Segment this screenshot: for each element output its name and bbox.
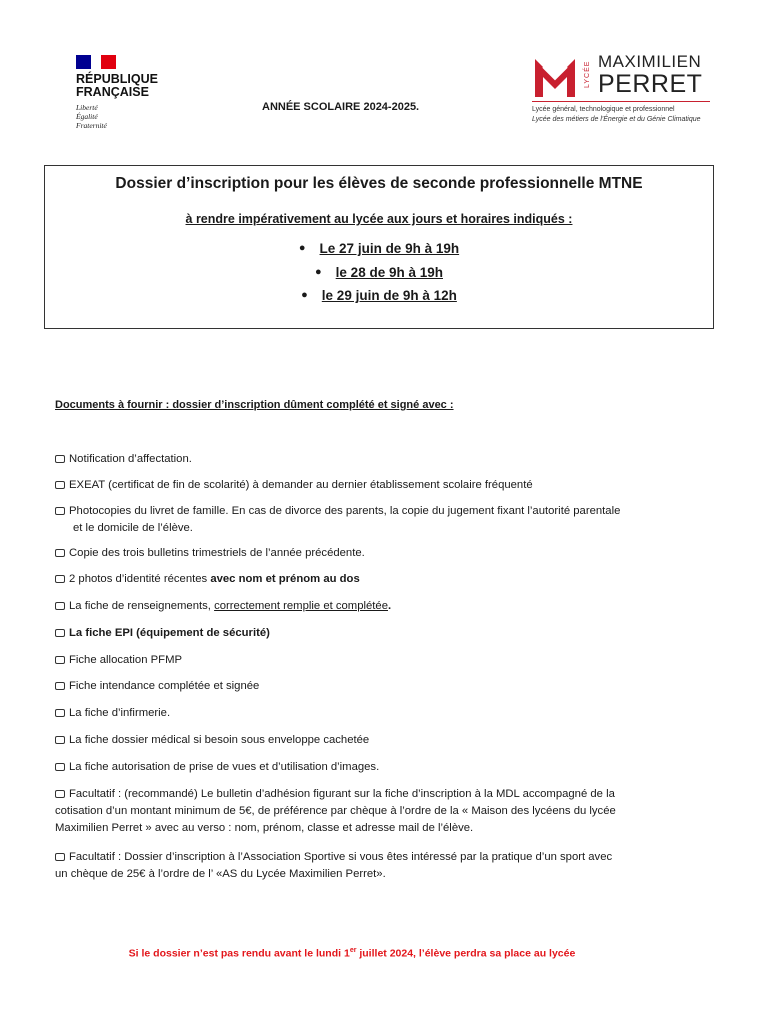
checkbox[interactable]: [55, 790, 65, 798]
checkbox[interactable]: [55, 656, 65, 664]
checklist-item: 2 photos d’identité récentes avec nom et prénom au dos: [55, 571, 720, 588]
lycee-name-line1: MAXIMILIEN: [598, 52, 702, 71]
lycee-logo-rule: [532, 101, 710, 102]
lycee-vertical-word: LYCÉE: [584, 60, 591, 88]
school-year: ANNÉE SCOLAIRE 2024-2025.: [262, 101, 420, 113]
checklist-item: Fiche intendance complétée et signée: [55, 678, 720, 695]
bullet-icon: ●: [298, 242, 306, 254]
checklist-item: La fiche de renseignements, correctement remplie et complétée.: [55, 598, 720, 615]
checkbox[interactable]: [55, 507, 65, 515]
deadline-warning: Si le dossier n’est pas rendu avant le lundi 1er juillet 2024, l’élève perdra sa place au lycée: [128, 947, 576, 960]
checklist-item: La fiche d’infirmerie.: [55, 705, 720, 722]
checklist-item: EXEAT (certificat de fin de scolarité) à demander au dernier établissement scolaire fréquenté: [55, 477, 720, 494]
lycee-subtitle1: Lycée général, technologique et professionnel: [532, 106, 675, 113]
checklist-item: Fiche allocation PFMP: [55, 652, 720, 669]
bullet-icon: ●: [301, 289, 308, 301]
checklist-item: Photocopies du livret de famille. En cas de divorce des parents, la copie du jugement fixant l’autorité parentale et le domicile de l’élève.: [55, 503, 720, 537]
title-box: [44, 165, 714, 329]
checkbox[interactable]: [55, 481, 65, 489]
bullet-icon: ●: [315, 266, 322, 278]
checklist-item: La fiche dossier médical si besoin sous enveloppe cachetée: [55, 732, 720, 749]
document-subtitle: à rendre impérativement au lycée aux jours et horaires indiqués :: [185, 212, 573, 226]
date-item: ● le 29 juin de 9h à 12h: [301, 288, 457, 303]
checklist-item: Facultatif : (recommandé) Le bulletin d’adhésion figurant sur la fiche d’inscription à la MDL accompagné de la cotisation d’un montant minimum de 5€, de préférence par chèque à l’ordre de la « Maison des lycéens du lycée Maximilien Perret » avec au verso : nom, prénom, classe et adresse mail de l’élève.: [55, 788, 616, 834]
checklist-item: Notification d’affectation.: [55, 451, 720, 468]
checkbox[interactable]: [55, 575, 65, 583]
republique-francaise-logo: [76, 55, 186, 130]
checkbox[interactable]: [55, 602, 65, 610]
lycee-name-line2: PERRET: [598, 70, 703, 98]
checkbox[interactable]: [55, 763, 65, 771]
lycee-subtitle2: Lycée des métiers de l'Énergie et du Génie Climatique: [532, 116, 701, 123]
lycee-monogram-icon: [532, 53, 578, 99]
checkbox[interactable]: [55, 709, 65, 717]
checkbox[interactable]: [55, 736, 65, 744]
date-item: ● le 28 de 9h à 19h: [315, 265, 443, 280]
documents-heading: Documents à fournir : dossier d’inscription dûment complété et signé avec :: [55, 399, 454, 411]
checkbox[interactable]: [55, 629, 65, 637]
checkbox[interactable]: [55, 549, 65, 557]
date-item: ● Le 27 juin de 9h à 19h: [298, 241, 460, 256]
republique-motto: Liberté Égalité Fraternité: [76, 103, 107, 130]
checkbox[interactable]: [55, 682, 65, 690]
checklist-item: Copie des trois bulletins trimestriels de l’année précédente.: [55, 545, 720, 562]
republique-name: RÉPUBLIQUE FRANÇAISE: [76, 72, 158, 99]
checklist-item: Facultatif : Dossier d’inscription à l’Association Sportive si vous êtes intéressé par la pratique d’un sport avec un chèque de 25€ à l’ordre de l’ «AS du Lycée Maximilien Perret».: [55, 851, 613, 880]
checklist-item: La fiche autorisation de prise de vues et d’utilisation d’images.: [55, 759, 720, 776]
french-flag-icon: [76, 55, 116, 69]
document-title: Dossier d’inscription pour les élèves de seconde professionnelle MTNE: [115, 175, 643, 192]
checklist-item: La fiche EPI (équipement de sécurité): [55, 625, 720, 642]
checkbox[interactable]: [55, 853, 65, 861]
checkbox[interactable]: [55, 455, 65, 463]
